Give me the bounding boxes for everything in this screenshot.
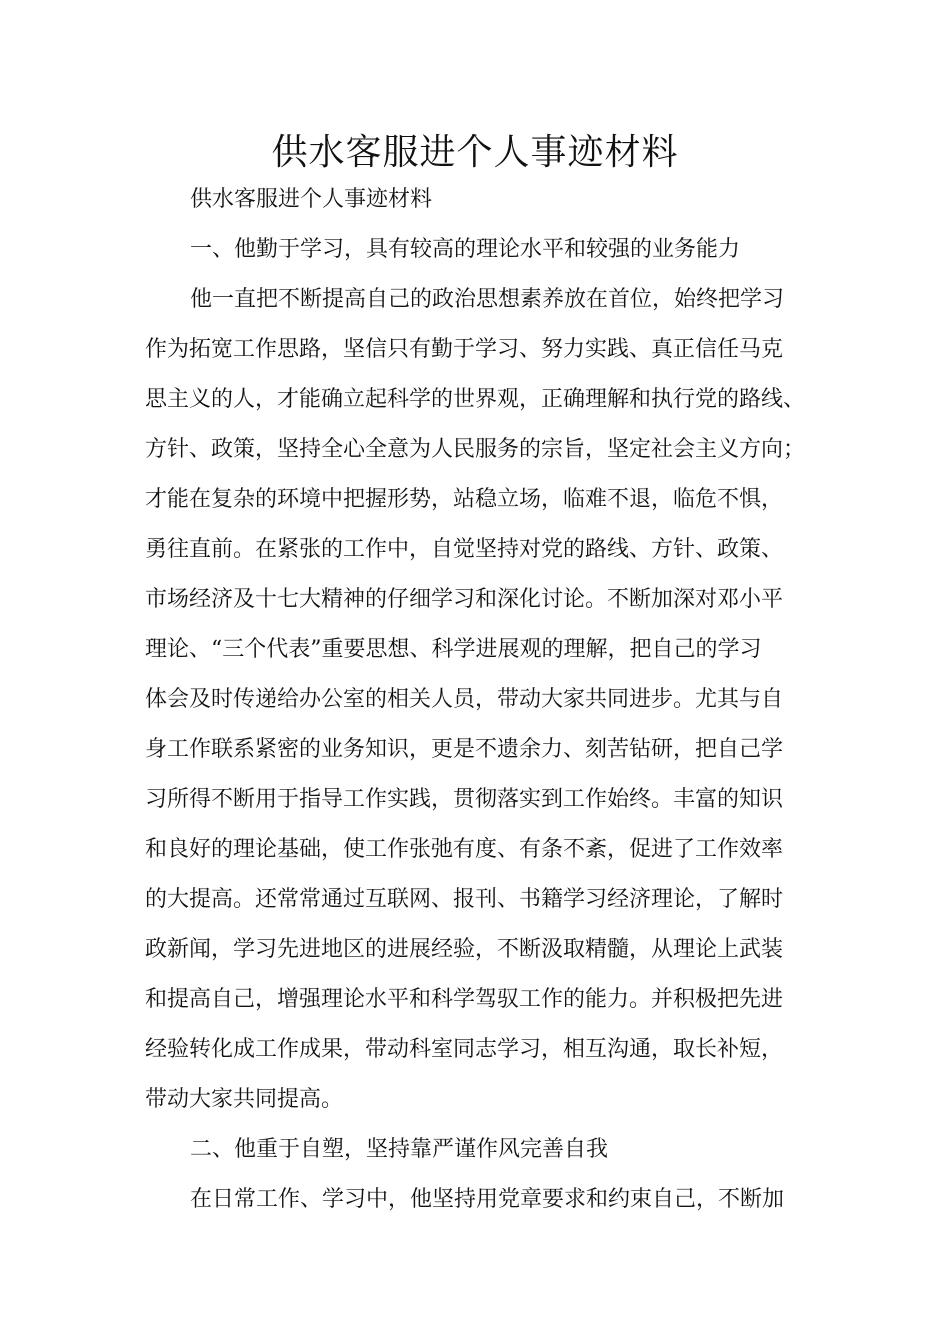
paragraph-line: 经验转化成工作成果，带动科室同志学习，相互沟通，取长补短， <box>145 1037 784 1062</box>
document-title: 供水客服进个人事迹材料 <box>271 132 679 173</box>
paragraph-line: 的大提高。还常常通过互联网、报刊、书籍学习经济理论，了解时 <box>145 887 784 912</box>
paragraph-line: 带动大家共同提高。 <box>145 1087 344 1112</box>
paragraph-line: 才能在复杂的环境中把握形势，站稳立场，临难不退，临危不惧， <box>145 487 784 512</box>
paragraph-line: 体会及时传递给办公室的相关人员，带动大家共同进步。尤其与自 <box>145 687 784 712</box>
paragraph-line: 政新闻，学习先进地区的进展经验，不断汲取精髓，从理论上武装 <box>145 937 784 962</box>
paragraph-line: 和提高自己，增强理论水平和科学驾驭工作的能力。并积极把先进 <box>145 987 784 1012</box>
section-heading-1: 一、他勤于学习，具有较高的理论水平和较强的业务能力 <box>190 237 741 262</box>
paragraph-line: 和良好的理论基础，使工作张弛有度、有条不紊，促进了工作效率 <box>145 837 784 862</box>
paragraph-line: 他一直把不断提高自己的政治思想素养放在首位，始终把学习 <box>190 287 785 312</box>
paragraph-line: 身工作联系紧密的业务知识，更是不遗余力、刻苦钻研，把自己学 <box>145 737 784 762</box>
paragraph-line: 在日常工作、学习中，他坚持用党章要求和约束自己，不断加 <box>190 1187 785 1212</box>
paragraph-line: 方针、政策，坚持全心全意为人民服务的宗旨，坚定社会主义方向； <box>145 437 806 462</box>
paragraph-line: 习所得不断用于指导工作实践，贯彻落实到工作始终。丰富的知识 <box>145 787 784 812</box>
paragraph-line: 勇往直前。在紧张的工作中，自觉坚持对党的路线、方针、政策、 <box>145 537 784 562</box>
paragraph-line: 理论、“三个代表”重要思想、科学进展观的理解，把自己的学习 <box>145 637 762 662</box>
paragraph-line: 作为拓宽工作思路，坚信只有勤于学习、努力实践、真正信任马克 <box>145 337 784 362</box>
paragraph-line: 市场经济及十七大精神的仔细学习和深化讨论。不断加深对邓小平 <box>145 587 784 612</box>
subtitle-line: 供水客服进个人事迹材料 <box>190 187 433 212</box>
paragraph-line: 思主义的人，才能确立起科学的世界观，正确理解和执行党的路线、 <box>145 387 806 412</box>
section-heading-2: 二、他重于自塑，坚持靠严谨作风完善自我 <box>190 1137 609 1162</box>
